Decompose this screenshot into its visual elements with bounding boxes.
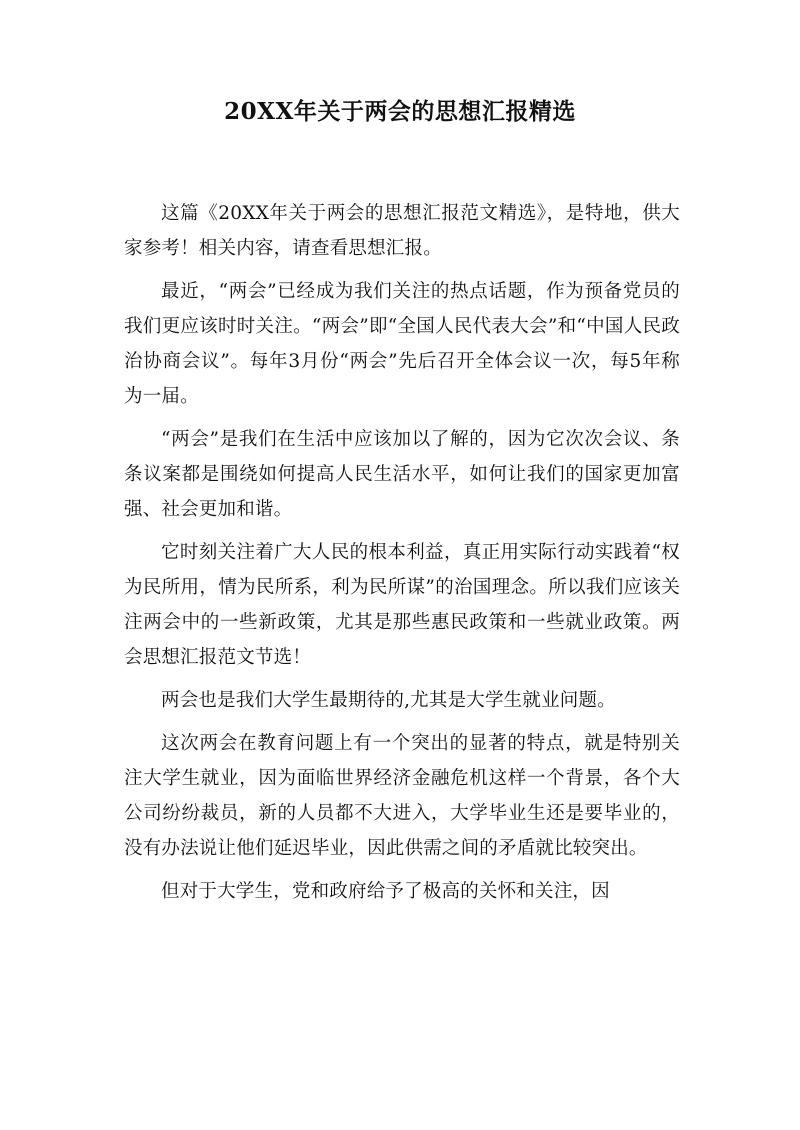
- document-title: 20XX年关于两会的思想汇报精选: [224, 98, 576, 125]
- paragraph-two-sessions-definition: 最近，“两会”已经成为我们关注的热点话题，作为预备党员的我们更应该时时关注。“两会”即“全国人民代表大会”和“中国人民政治协商会议”。每年3月份“两会”先后召开全体会议一次，每5年称为一届。: [124, 281, 680, 407]
- paragraph-two-sessions-purpose: “两会”是我们在生活中应该加以了解的，因为它次次会议、条条议案都是围绕如何提高人民生活水平，如何让我们的国家更加富强、社会更加和谐。: [124, 429, 680, 520]
- paragraph-people-interests: 它时刻关注着广大人民的根本利益，真正用实际行动实践着“权为民所用，情为民所系，利为民所谋”的治国理念。所以我们应该关注两会中的一些新政策，尤其是那些惠民政策和一些就业政策。两会思想汇报范文节选！: [124, 542, 680, 668]
- paragraph-intro: 这篇《20XX年关于两会的思想汇报范文精选》，是特地，供大家参考！相关内容，请查看思想汇报。: [124, 203, 680, 259]
- document-body: [124, 196, 680, 917]
- paragraph-employment-issue: 这次两会在教育问题上有一个突出的显著的特点，就是特别关注大学生就业，因为面临世界经济金融危机这样一个背景，各个大公司纷纷裁员，新的人员都不大进入，大学毕业生还是要毕业的，没有办法说让他们延迟毕业，因此供需之间的矛盾就比较突出。: [124, 733, 680, 859]
- paragraph-students-expectation: 两会也是我们大学生最期待的,尤其是大学生就业问题。: [161, 690, 616, 711]
- paragraph-government-care: 但对于大学生，党和政府给予了极高的关怀和关注，因: [161, 881, 610, 902]
